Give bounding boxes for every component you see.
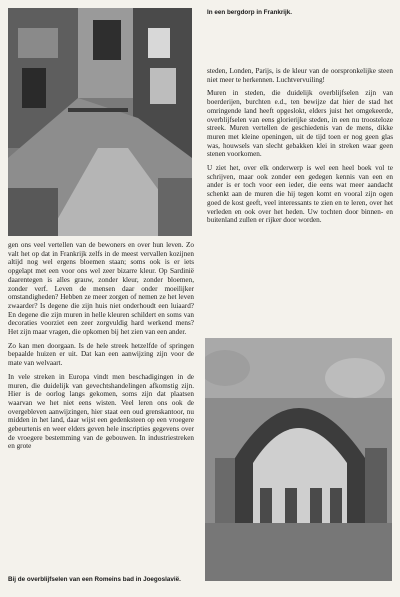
paragraph: Zo kan men doorgaan. Is de hele streek hetzelfde of springen bepaalde huizen er uit. Dat kan een aanwijzing zijn voor de mate van welvaart. [8,341,194,368]
text-column-right [207,67,393,230]
caption-top: In een bergdorp in Frankrijk. [207,9,293,16]
paragraph: gen ons veel vertellen van de bewoners en over hun leven. Zo valt het op dat in Frankrijk zelfs in de meest vervallen kozijnen altijd nog wel ergens bloemen staan; soms ook is er iets opgelapt met een voor ons wel zeer bizarre kleur. Op Sardinië daarentegen is alles grauw, zonder kleur, zonder bloemen, zonder verf. Leven de mensen daar onder moeilijker omstandigheden? Hebben ze meer zorgen of nemen ze het leven zwaarder? Is degene die zijn huis niet onderhoudt een luiaard? En degene die zijn muren in helle kleuren schildert en soms van decoraties voorziet een zeer zorgvuldig hard werkend mens? Het zijn maar vragen, die opkomen bij het zien van een ander. [8,241,194,337]
photo-roman-bath [205,338,392,581]
paragraph: In vele streken in Europa vindt men beschadigingen in de muren, die duidelijk van gevechtshandelingen afkomstig zijn. Hier is de oorlog langs gekomen, soms zijn dat plaatsen waarvan we het niet eens wisten. Veel leren ons ook de overgebleven aanwijzingen, hier staat een oud grenskantoor, nu midden in het land, daar wijst een gedenksteen op een vroegere gebeurtenis en weer elders geven hele inscripties gegevens over de vroegere bestemming van de gebouwen. In industriestreken en grote [8,372,194,451]
text-column-left [8,241,194,456]
paragraph: steden, Londen, Parijs, is de kleur van de oorspronkelijke steen niet meer te herkennen. Luchtvervuiling! [207,67,393,84]
roman-bath-photo-illustration [205,338,392,581]
paragraph: Muren in steden, die duidelijk overblijfselen zijn van boerderijen, burchten e.d., ten bewijze dat hier de stad het omringende land heeft opgeslokt, elders juist het omgekeerde, overblijfselen van eens glorierijke steden, in een nu troosteloze streek. Muren vertellen de geschiedenis van de mens, dikke muren met kleine openingen, uit de tijd toen er nog geen glas was, houwsels van slecht gebakken klei in streken waar geen stenen voorkomen. [207,89,393,159]
village-photo-illustration [8,8,192,236]
photo-mountain-village [8,8,192,236]
caption-bottom: Bij de overblijfselen van een Romeins bad in Joegoslavië. [8,576,181,583]
paragraph: U ziet het, over elk onderwerp is wel een heel boek vol te schrijven, maar ook zonder een gedegen kennis van een en ander is er toch voor een ieder, die eens wat meer aandacht schenkt aan de muren die hij tegen komt en vooral zijn ogen goed de kost geeft, veel interessants te zien en te leren, over het verleden en ook over het heden. Uw tochten door binnen- en buitenland zullen er rijker door worden. [207,164,393,225]
